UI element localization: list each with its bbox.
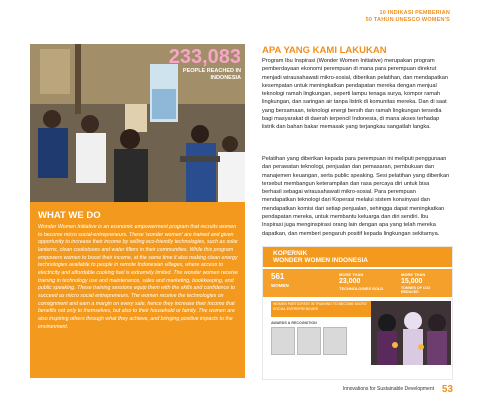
women-photo	[371, 301, 451, 365]
classroom-photo	[30, 44, 245, 202]
koperasi-infographic	[262, 246, 453, 380]
footer-text: Innovations for Sustainable Development	[342, 386, 434, 392]
running-header	[366, 10, 450, 24]
koperasi-name-line1: KOPERNIK	[273, 250, 308, 257]
koperasi-name-line2: WONDER WOMEN INDONESIA	[273, 257, 368, 264]
running-header-line1: 10 INDIKASI PEMBERIAN	[379, 10, 450, 16]
what-we-do-text: Wonder Women Initiative is an economic empowerment program that recruits women to become micro social-entrepreneurs. These 'wonder women' are trained and given opportunity to increase their income by selling eco-friendly technologies, such as solar lanterns, clean cookstoves and water filters in their communities. While this program empowers women to boost their income, at the same time it also making clean energy technologies available to people in remote Indonesian villages, where access to electricity and affordable cooking fuel is extremely limited. The wonder women receive training in technology use and maintenance, sales and marketing, bookkeeping, and public speaking. These training sessions equip them with the skills and confidence to succeed as micro social entrepreneurs. The women receive the technologies on consignment and earn a margin on every sale, hence they increase their income that benefits not only to themselves, but also to their household or family. The women are also inspiring others through what they achieve, and bringing positive impacts to the environment.	[38, 224, 238, 330]
what-we-do-title: WHAT WE DO	[38, 210, 101, 221]
page-number: 53	[441, 384, 453, 395]
award-logo-2	[297, 327, 321, 355]
people-reached-label-1: PEOPLE REACHED IN	[182, 68, 241, 74]
koperasi-stats-bar	[263, 269, 452, 297]
awards-label: AWARDS & RECOGNITION	[271, 321, 317, 325]
right-title: APA YANG KAMI LAKUKAN	[262, 45, 387, 56]
award-logo-3	[323, 327, 347, 355]
right-paragraph-2: Pelatihan yang diberikan kepada para perempuan ini meliputi penggunaan dan perawatan teknologi, penjualan dan pemasaran, pembukuan dan manajemen keuangan, serta public speaking. Sesi pelatihan yang diberikan tersebut membangun keterampilan dan rasa percaya diri untuk bisa berhasil sebagai wirausahawati mikro-sosial. Para perempuan mendapatkan teknologi dari Koperasi melalui sistem konsinyasi dan mendapatkan komisi dari setiap penjualan, sehingga dapat meningkatkan pendapatan mereka, untuk membantu keluarga dan diri sendiri. Ibu Inspirasi juga menginspirasi orang lain dengan apa yang telah mereka dapatkan, dan memberi pengaruh positif kepada lingkungan sekitarnya.	[262, 156, 450, 237]
women-label: WOMEN	[271, 283, 289, 288]
technologies-label: TECHNOLOGIES SOLD	[339, 286, 384, 291]
people-reached-stat	[169, 46, 241, 81]
co2-count: 15,000	[401, 278, 423, 285]
people-reached-number: 233,083	[168, 46, 241, 68]
co2-label: TONNES OF CO2 REDUCED	[401, 286, 431, 295]
technologies-count: 23,000	[339, 278, 361, 285]
co2-prefix: MORE THAN	[401, 272, 426, 277]
right-paragraph-1: Program Ibu Inspirasi (Wonder Women Initiative) merupakan program pemberdayaan ekonomi perempuan di mana para perempuan direkrut menjadi wirausahawati mikro-sosial, diberikan pelatihan, dan mendapatkan kesempatan untuk meningkatkan pendapatan mereka dengan menjual teknologi ramah lingkungan, seperti lampu tenaga surya, kompor ramah lingkungan, dan saringan air tanpa listrik di komunitas mereka. Dan di saat yang bersamaan, teknologi energi bersih dan ramah lingkungan tersedia bagi masyarakat di daerah terpencil Indonesia, di mana akses terhadap listrik dan bahan bakar memasak yang terjangkau sangatlah langka.	[262, 58, 448, 131]
award-logo-1	[271, 327, 295, 355]
running-header-line2: 50 TAHUN UNESCO WOMEN'S	[365, 17, 450, 23]
people-reached-label-2: INDONESIA	[210, 74, 241, 81]
training-note: WOMEN PARTICIPATE IN TRAINING TO BECOME MICRO SOCIAL ENTREPRENEURS	[271, 301, 371, 317]
women-count: 561	[271, 272, 285, 281]
technologies-prefix: MORE THAN	[339, 272, 364, 277]
women-photo-illustration	[371, 301, 451, 365]
